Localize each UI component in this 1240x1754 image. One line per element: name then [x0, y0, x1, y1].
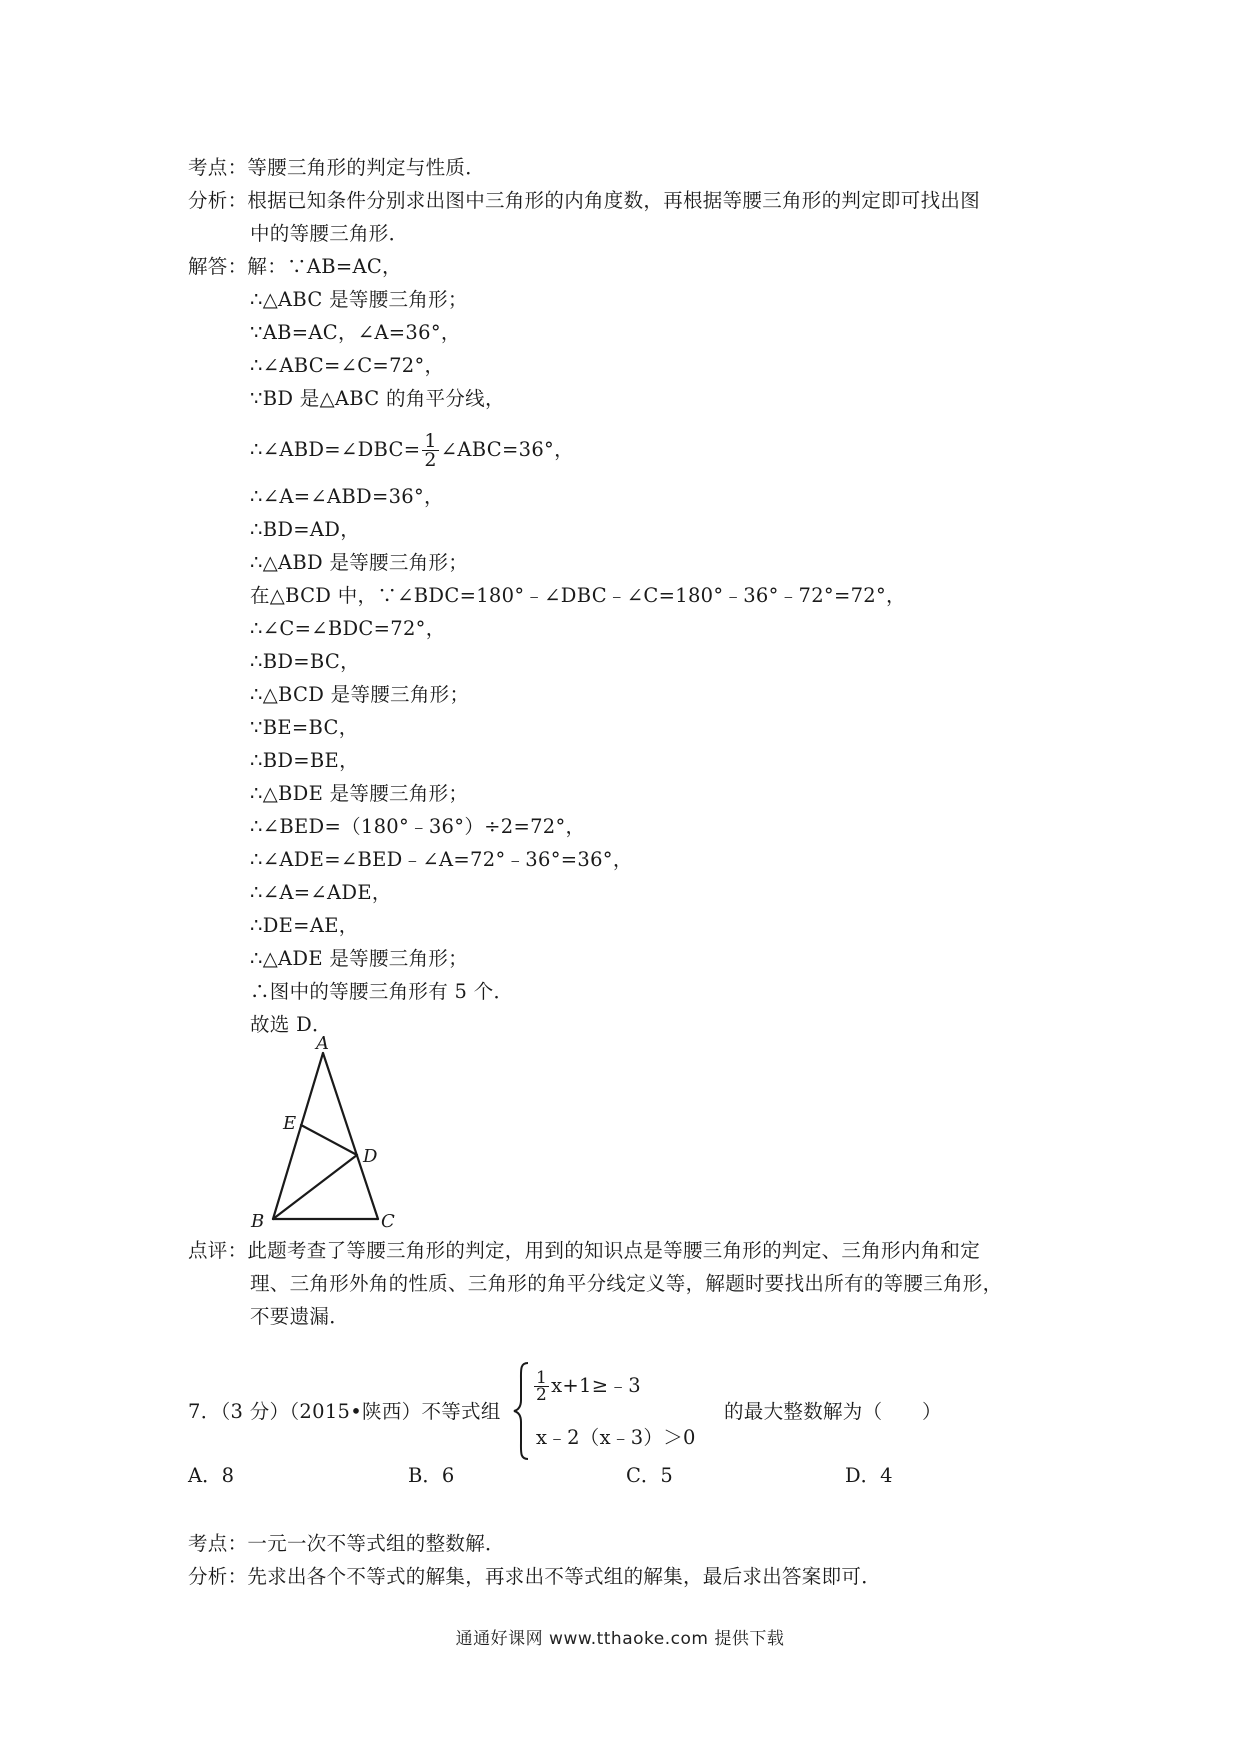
question7-stem-post: 的最大整数解为（ ）: [724, 1400, 942, 1423]
ineq1-numerator: 1: [536, 1368, 548, 1388]
option-d: D．4: [845, 1464, 893, 1487]
triangle-figure: [245, 1035, 405, 1230]
ineq1-fraction: [534, 1370, 549, 1403]
dianping-label: 点评：: [188, 1239, 248, 1262]
fenxi-label: 分析：: [188, 189, 248, 212]
frac-step-post: ∠ABC=36°，: [440, 438, 574, 461]
solution-step-fraction: [250, 430, 574, 470]
segment-ab: [273, 1053, 323, 1219]
jieda-line1: 解：∵AB=AC，: [247, 255, 402, 278]
q7-fenxi-row: [188, 1564, 881, 1590]
vertex-label-b: B: [251, 1211, 265, 1230]
ineq1-denominator: 2: [536, 1385, 548, 1405]
solution-step: ∴BD=BE，: [250, 749, 359, 772]
inequality-1: [532, 1366, 641, 1406]
solution-step: ∴BD=AD，: [250, 518, 361, 541]
solution-step: ∴∠ADE=∠BED﹣∠A=72°﹣36°=36°，: [250, 848, 633, 871]
solution-step: ∴图中的等腰三角形有 5 个．: [250, 980, 514, 1003]
solution-step: ∵BE=BC，: [250, 716, 359, 739]
q7-fenxi-label: 分析：: [188, 1565, 248, 1588]
solution-step: ∴DE=AE，: [250, 914, 359, 937]
q7-kaodian-row: [188, 1531, 505, 1557]
q7-kaodian-text: 一元一次不等式组的整数解．: [247, 1532, 505, 1555]
inequality-2: x﹣2（x﹣3）＞0: [536, 1426, 696, 1449]
dianping-line1: 此题考查了等腰三角形的判定，用到的知识点是等腰三角形的判定、三角形内角和定: [247, 1239, 981, 1262]
kaodian-text: 等腰三角形的判定与性质．: [247, 156, 486, 179]
vertex-label-d: D: [363, 1146, 378, 1167]
answer-choice: 故选 D．: [250, 1013, 332, 1036]
solution-step: 在△BCD 中，∵∠BDC=180°﹣∠DBC﹣∠C=180°﹣36°﹣72°=72°，: [250, 584, 906, 607]
solution-step: ∴∠C=∠BDC=72°，: [250, 617, 446, 640]
vertex-label-a: A: [316, 1035, 329, 1054]
vertex-label-c: C: [381, 1211, 395, 1230]
solution-step: ∴△ABD 是等腰三角形；: [250, 551, 469, 574]
segment-bd: [273, 1155, 357, 1219]
dianping-line3: 不要遗漏．: [250, 1305, 350, 1328]
option-c: C．5: [626, 1464, 673, 1487]
dianping-line2: 理、三角形外角的性质、三角形的角平分线定义等，解题时要找出所有的等腰三角形，: [250, 1272, 1003, 1295]
fraction-half: [422, 432, 438, 469]
solution-step: ∴△BDE 是等腰三角形；: [250, 782, 469, 805]
solution-step: ∴∠A=∠ADE，: [250, 881, 392, 904]
fenxi-line2: 中的等腰三角形．: [250, 222, 409, 245]
fenxi-row: [188, 188, 980, 214]
option-b: B．6: [408, 1464, 455, 1487]
solution-step: ∴∠A=∠ABD=36°，: [250, 485, 444, 508]
fraction-denominator: 2: [424, 449, 437, 471]
system-brace: [512, 1360, 532, 1462]
vertex-label-e: E: [283, 1113, 297, 1134]
option-a: A．8: [188, 1464, 234, 1487]
fraction-numerator: 1: [424, 430, 437, 452]
q7-kaodian-label: 考点：: [188, 1532, 248, 1555]
solution-step: ∴∠ABC=∠C=72°，: [250, 354, 445, 377]
fenxi-line1: 根据已知条件分别求出图中三角形的内角度数，再根据等腰三角形的判定即可找出图: [247, 189, 981, 212]
solution-step: ∵AB=AC，∠A=36°，: [250, 321, 461, 344]
solution-step: ∴△ABC 是等腰三角形；: [250, 288, 468, 311]
solution-step: ∴△ADE 是等腰三角形；: [250, 947, 468, 970]
frac-step-pre: ∴∠ABD=∠DBC=: [250, 438, 421, 461]
question7-stem-pre: 7．（3 分）（2015•陕西）不等式组: [188, 1400, 501, 1423]
jieda-label: 解答：: [188, 255, 248, 278]
kaodian-row: [188, 155, 485, 181]
solution-step: ∴∠BED=（180°﹣36°）÷2=72°，: [250, 815, 586, 838]
page-footer: 通通好课网 www.tthaoke.com 提供下载: [455, 1629, 785, 1649]
q7-fenxi-text: 先求出各个不等式的解集，再求出不等式组的解集，最后求出答案即可．: [247, 1565, 882, 1588]
segment-ac: [323, 1053, 378, 1219]
solution-step: ∵BD 是△ABC 的角平分线，: [250, 387, 505, 410]
dianping-row: [188, 1238, 980, 1264]
jieda-row: [188, 254, 402, 280]
kaodian-label: 考点：: [188, 156, 248, 179]
solution-step: ∴BD=BC，: [250, 650, 360, 673]
ineq1-rest: x+1≥﹣3: [551, 1374, 641, 1397]
solution-step: ∴△BCD 是等腰三角形；: [250, 683, 470, 706]
